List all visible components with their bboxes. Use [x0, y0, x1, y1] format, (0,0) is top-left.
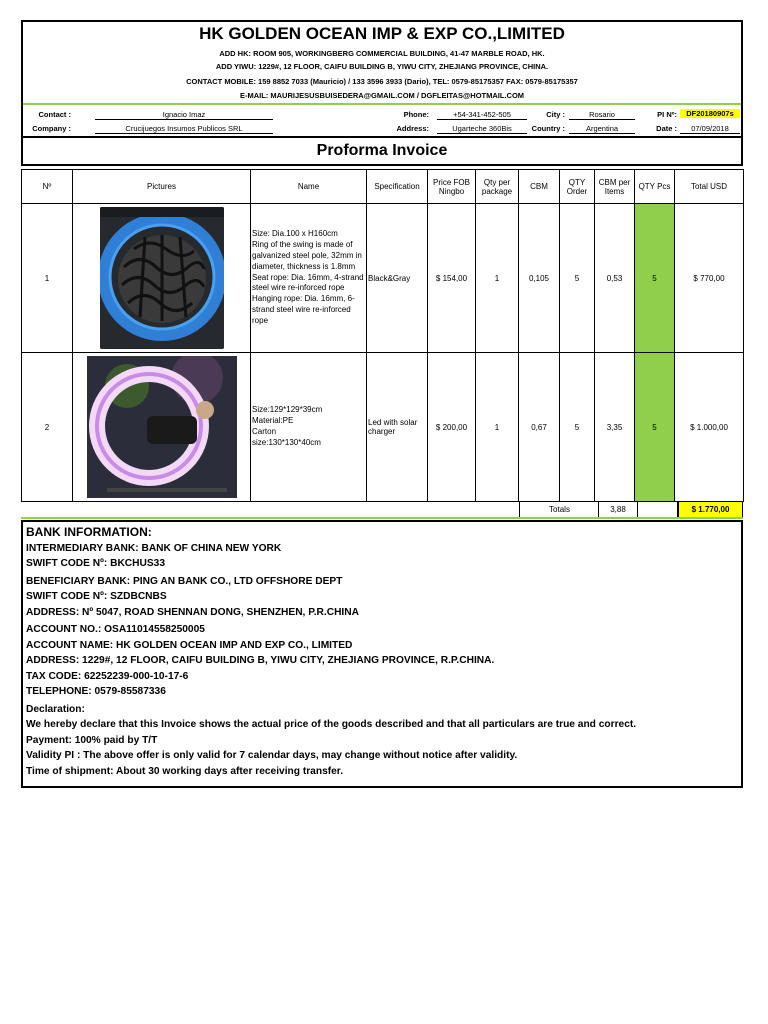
specification: Led with solar charger — [367, 353, 428, 502]
company-label: Company : — [32, 124, 71, 133]
price: $ 200,00 — [428, 353, 476, 502]
email-line: E-MAIL: MAURIJESUSBUISEDERA@GMAIL.COM / DGFLEITAS@HOTMAIL.COM — [239, 91, 525, 100]
table-row — [22, 353, 744, 502]
row-number: 2 — [22, 353, 73, 502]
bank-line: ACCOUNT NAME: HK GOLDEN OCEAN IMP AND EXP CO., LIMITED — [26, 639, 353, 651]
bank-line: ADDRESS: Nº 5047, ROAD SHENNAN DONG, SHENZHEN, P.R.CHINA — [26, 606, 359, 618]
price: $ 154,00 — [428, 204, 476, 353]
bank-line: TELEPHONE: 0579-85587336 — [26, 686, 166, 697]
date-label: Date : — [656, 124, 677, 133]
items-table — [21, 169, 744, 502]
pi-value: DF20180907s — [680, 109, 740, 118]
product-picture-cell — [73, 204, 251, 353]
bank-information — [21, 520, 743, 788]
col-header: Qty per package — [476, 170, 519, 204]
qty-pcs: 5 — [635, 353, 675, 502]
bank-heading: BANK INFORMATION: — [26, 525, 152, 539]
contact-line: CONTACT MOBILE: 159 8852 7033 (Mauricio) / 133 3596 3933 (Dario), TEL: 0579-85175357 FAX: 0579-85175357 — [186, 77, 578, 86]
bank-line: SWIFT CODE Nº: BKCHUS33 — [26, 558, 165, 569]
phone-value: +54-341-452-505 — [437, 110, 527, 120]
company-value: Crucijuegos Insumos Publicos SRL — [95, 124, 273, 134]
address-value: Ugarteche 360Bis — [437, 124, 527, 134]
country-value: Argentina — [569, 124, 635, 134]
col-header: Total USD — [675, 170, 744, 204]
bank-line: BENEFICIARY BANK: PING AN BANK CO., LTD OFFSHORE DEPT — [26, 575, 343, 587]
table-header-row — [22, 170, 744, 204]
col-header: Name — [251, 170, 367, 204]
company-name: HK GOLDEN OCEAN IMP & EXP CO.,LIMITED — [199, 24, 565, 43]
header-divider — [23, 103, 741, 105]
row-number: 1 — [22, 204, 73, 353]
table-row — [22, 204, 744, 353]
bank-line: ACCOUNT NO.: OSA11014558250005 — [26, 624, 205, 635]
invoice-header — [21, 20, 743, 166]
cbm: 0,105 — [519, 204, 560, 353]
product-picture-cell — [73, 353, 251, 502]
phone-label: Phone: — [403, 110, 429, 119]
qty-pcs: 5 — [635, 204, 675, 353]
product-name-text: Size:129*129*39cm Material:PE Carton size:130*130*40cm — [252, 405, 323, 447]
declaration-line: We hereby declare that this Invoice shows the actual price of the goods described and that all particulars are true and correct. — [26, 719, 637, 730]
bank-line: INTERMEDIARY BANK: BANK OF CHINA NEW YORK — [26, 542, 282, 554]
col-header: Specification — [367, 170, 428, 204]
product-name — [251, 353, 367, 502]
payment-line: Payment: 100% paid by T/T — [26, 734, 158, 746]
pi-label: PI Nº: — [657, 110, 677, 119]
qty-per-package: 1 — [476, 353, 519, 502]
col-header: Nº — [22, 170, 73, 204]
col-header: Pictures — [73, 170, 251, 204]
swing-net-image — [100, 207, 224, 349]
col-header: CBM per Items — [595, 170, 635, 204]
document-title: Proforma Invoice — [316, 142, 448, 159]
address-label: Address: — [396, 124, 429, 133]
address-hk: ADD HK: ROOM 905, WORKINGBERG COMMERCIAL BUILDING, 41-47 MARBLE ROAD, HK. — [219, 49, 545, 58]
shipment-line: Time of shipment: About 30 working days after receiving transfer. — [26, 765, 344, 777]
city-value: Rosario — [569, 110, 635, 120]
address-yiwu: ADD YIWU: 1229#, 12 FLOOR, CAIFU BUILDING B, YIWU CITY, ZHEJIANG PROVINCE, CHINA. — [215, 62, 549, 71]
product-name — [251, 204, 367, 353]
cbm: 0,67 — [519, 353, 560, 502]
contact-value: Ignacio Imaz — [95, 110, 273, 120]
contact-label: Contact : — [38, 110, 71, 119]
validity-line: Validity PI : The above offer is only valid for 7 calendar days, may change without notice after validity. — [26, 750, 518, 761]
totals-divider — [21, 517, 743, 519]
title-divider — [23, 136, 741, 138]
totals-spacer — [638, 501, 678, 518]
declaration-heading: Declaration: — [26, 703, 85, 715]
bank-line: TAX CODE: 62252239-000-10-17-6 — [26, 670, 189, 682]
cbm-per-items: 3,35 — [595, 353, 635, 502]
totals-amount: $ 1.770,00 — [678, 501, 743, 518]
led-swing-image — [87, 356, 237, 498]
col-header: Price FOB Ningbo — [428, 170, 476, 204]
product-name-text: Size: Dia.100 x H160cm Ring of the swing is made of galvanized steel pole, 32mm in diameter, thickness is 1.8mm Seat rope: Dia. 16mm, 4-strand steel wire re-inforced rope Hanging rope: Dia. 16mm, 6-strand steel wire re-inforced rope — [252, 229, 364, 325]
qty-order: 5 — [560, 204, 595, 353]
city-label: City : — [546, 110, 565, 119]
total-usd: $ 770,00 — [675, 204, 744, 353]
qty-order: 5 — [560, 353, 595, 502]
bank-line: SWIFT CODE Nº: SZDBCNBS — [26, 591, 167, 602]
qty-per-package: 1 — [476, 204, 519, 353]
totals-cbm: 3,88 — [598, 501, 638, 518]
bank-line: ADDRESS: 1229#, 12 FLOOR, CAIFU BUILDING B, YIWU CITY, ZHEJIANG PROVINCE, R.P.CHINA. — [26, 655, 495, 666]
date-value: 07/09/2018 — [680, 124, 740, 134]
col-header: QTY Pcs — [635, 170, 675, 204]
totals-label: Totals — [519, 501, 599, 518]
specification: Black&Gray — [367, 204, 428, 353]
col-header: QTY Order — [560, 170, 595, 204]
col-header: CBM — [519, 170, 560, 204]
total-usd: $ 1.000,00 — [675, 353, 744, 502]
cbm-per-items: 0,53 — [595, 204, 635, 353]
country-label: Country : — [531, 124, 565, 133]
